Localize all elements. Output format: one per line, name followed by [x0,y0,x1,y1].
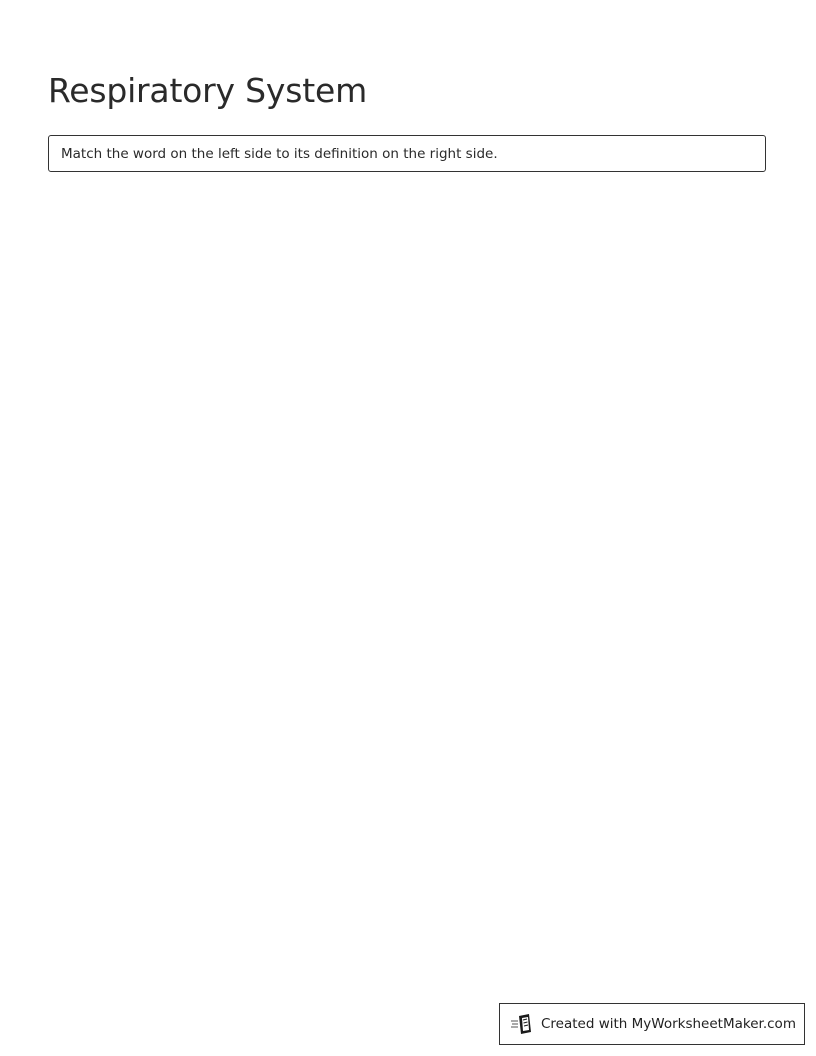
footer-credit-text: Created with MyWorksheetMaker.com [541,1016,796,1032]
instructions-box [48,135,766,172]
footer-credit-box [499,1003,805,1045]
instructions-text: Match the word on the left side to its definition on the right side. [61,145,498,162]
myworksheetmaker-logo-icon [510,1012,534,1036]
worksheet-title: Respiratory System [48,71,368,111]
